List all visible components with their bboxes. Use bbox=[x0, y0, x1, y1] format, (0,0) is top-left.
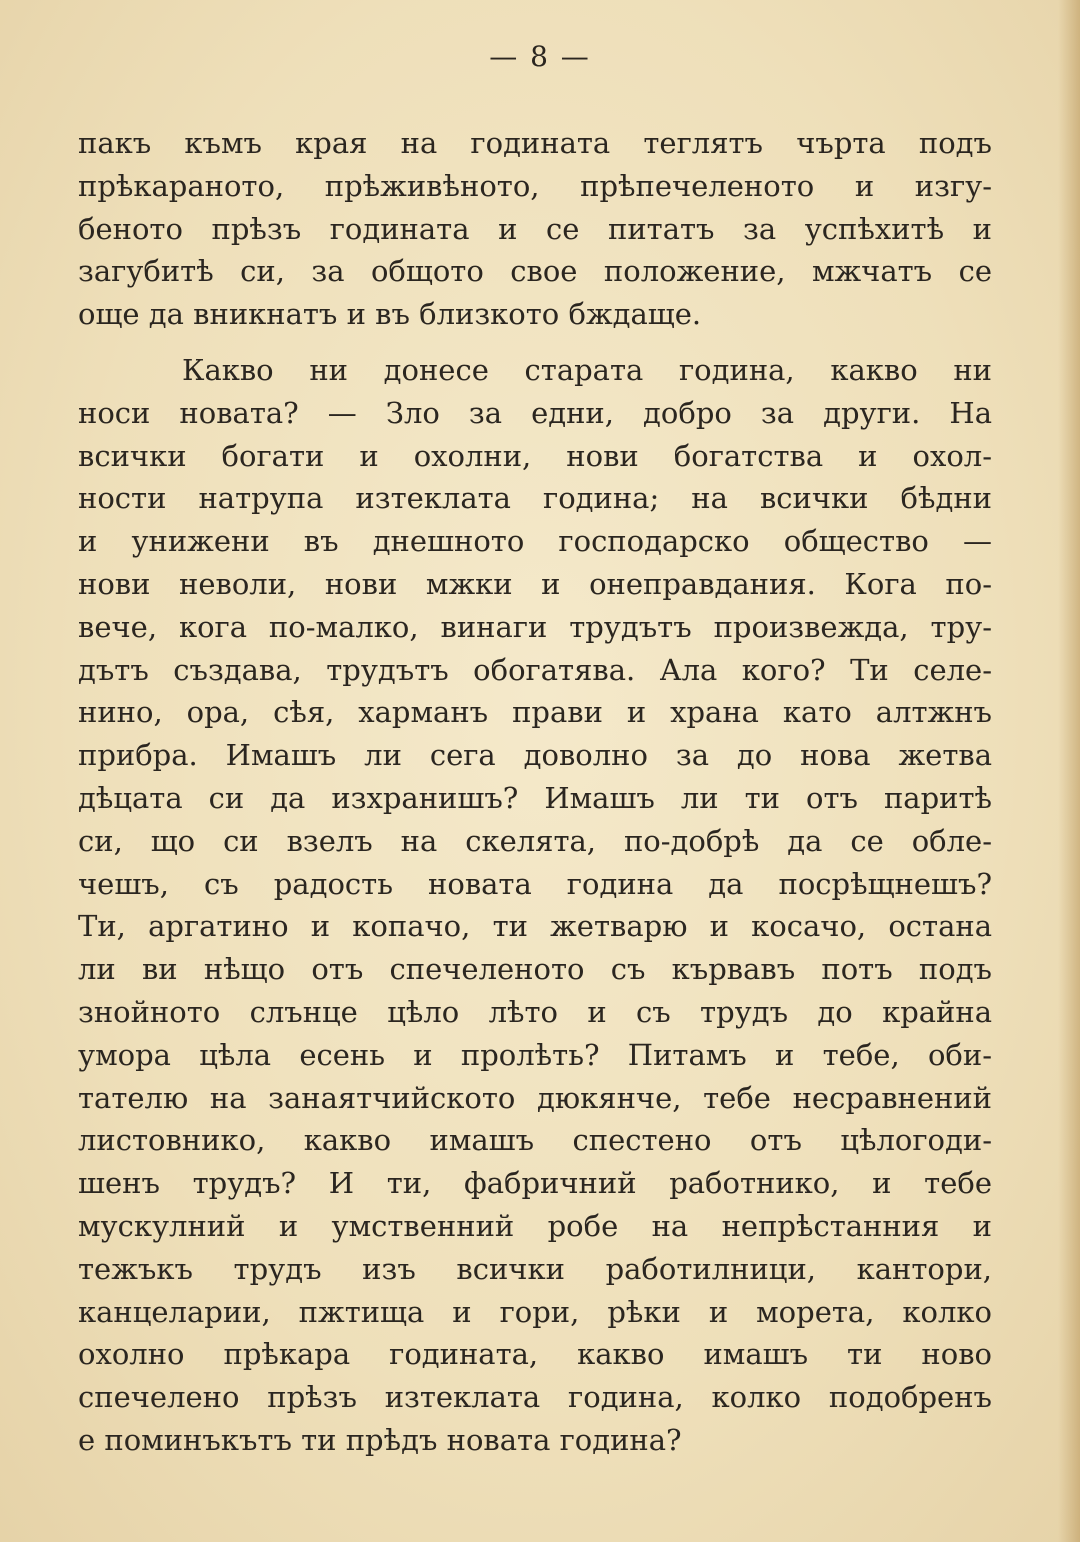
text-line: листовнико, какво имашъ спестено отъ цѣлогоди- bbox=[78, 1123, 992, 1158]
body-text bbox=[78, 122, 992, 1462]
text-line: пакъ къмъ края на годината теглятъ чърта подъ bbox=[78, 126, 992, 160]
text-line: и унижени въ днешното господарско общество — bbox=[78, 524, 992, 559]
text-line: дѣцата си да изхранишъ? Имашъ ли ти отъ паритѣ bbox=[78, 780, 992, 815]
paragraph-1 bbox=[78, 122, 992, 336]
paragraph-2 bbox=[78, 349, 992, 1462]
text-line: още да вникнатъ и въ близкото бждаще. bbox=[78, 297, 702, 332]
text-line: беното прѣзъ годината и се питатъ за успѣхитѣ и bbox=[78, 211, 992, 246]
text-line: всички богати и охолни, нови богатства и охол- bbox=[78, 438, 992, 473]
text-line: шенъ трудъ? И ти, фабричний работнико, и тебе bbox=[78, 1166, 992, 1201]
text-line: чешъ, съ радость новата година да посрѣщнешъ? bbox=[78, 866, 992, 901]
text-line: умора цѣла есень и пролѣть? Питамъ и тебе, оби- bbox=[78, 1037, 992, 1072]
text-line: прѣкараното, прѣживѣното, прѣпечеленото и изгу- bbox=[78, 168, 992, 203]
text-line: прибра. Имашъ ли сега доволно за до нова жетва bbox=[78, 738, 992, 773]
text-line: си, що си взелъ на скелята, по-добрѣ да се обле- bbox=[78, 823, 992, 858]
page-number: — 8 — bbox=[489, 40, 591, 73]
text-line: мускулний и умственний робе на непрѣстанния и bbox=[78, 1208, 992, 1243]
text-line: тежъкъ трудъ изъ всички работилници, кантори, bbox=[78, 1251, 992, 1286]
text-line: канцеларии, пжтища и гори, рѣки и морета, колко bbox=[78, 1294, 992, 1329]
text-line: носи новата? — Зло за едни, добро за други. На bbox=[78, 395, 992, 430]
text-line: нови неволи, нови мжки и онеправдания. Кога по- bbox=[78, 566, 992, 601]
text-line: Какво ни донесе старата година, какво ни bbox=[182, 352, 992, 387]
text-line: дътъ създава, трудътъ обогатява. Ала кого? Ти селе- bbox=[78, 652, 992, 687]
page-edge-shadow bbox=[1058, 0, 1080, 1542]
text-line: охолно прѣкара годината, какво имашъ ти ново bbox=[78, 1337, 992, 1372]
text-line: тателю на занаятчийското дюкянче, тебе несравнений bbox=[78, 1080, 992, 1115]
text-line: Ти, аргатино и копачо, ти жетварю и косачо, остана bbox=[78, 909, 992, 944]
text-line: нино, ора, сѣя, харманъ прави и храна като алтжнъ bbox=[78, 695, 992, 730]
text-line: знойното слънце цѣло лѣто и съ трудъ до крайна bbox=[78, 994, 992, 1029]
text-line: е поминъкътъ ти прѣдъ новата година? bbox=[78, 1422, 682, 1457]
text-line: вече, кога по-малко, винаги трудътъ произвежда, тру- bbox=[78, 609, 992, 644]
text-line: спечелено прѣзъ изтеклата година, колко подобренъ bbox=[78, 1380, 992, 1415]
text-line: ности натрупа изтеклата година; на всички бѣдни bbox=[78, 481, 992, 516]
text-line: ли ви нѣщо отъ спечеленото съ кървавъ потъ подъ bbox=[78, 952, 992, 987]
text-line: загубитѣ си, за общото свое положение, мжчатъ се bbox=[78, 254, 992, 289]
